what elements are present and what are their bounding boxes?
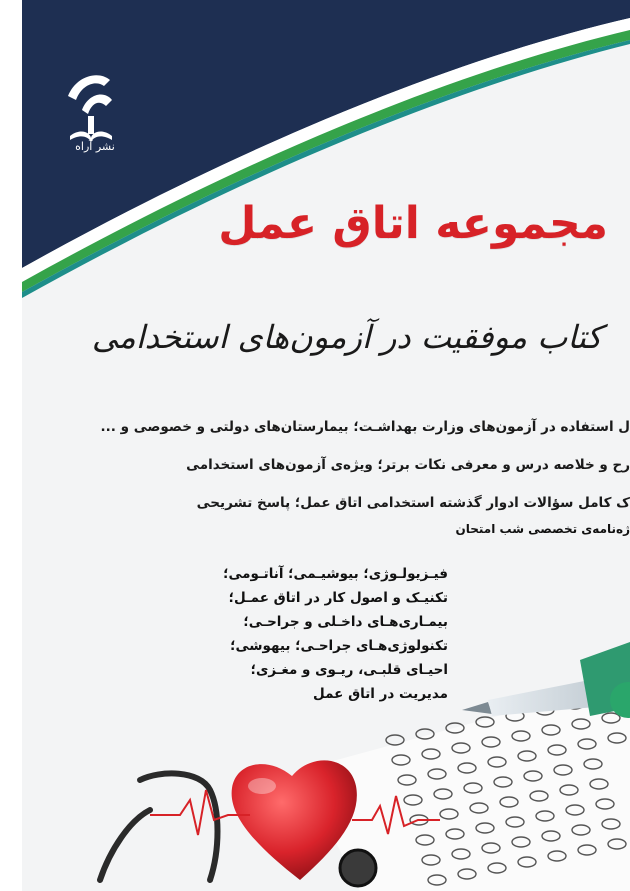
feature-line: ک کامل سؤالات ادوار گذشته استخدامی اتاق عمل؛ پاسخ تشریحی (196, 495, 630, 511)
book-title: مجموعه اتاق عمل (218, 198, 608, 249)
topic-item: فیـزیولـوژی؛ بیوشیـمی؛ آناتـومی؛ (223, 566, 448, 582)
header-band (0, 0, 630, 330)
topic-item: مدیریت در اتاق عمل (313, 686, 448, 702)
heart-icon (232, 760, 357, 880)
topic-item: احیـای قلبـی، ریـوی و مغـزی؛ (250, 662, 448, 678)
answer-bubble (386, 735, 404, 745)
topic-item: بیمـاری‌هـای داخـلی و جراحـی؛ (243, 614, 448, 630)
book-subtitle: کتاب موفقیت در آزمون‌های استخدامی (91, 318, 602, 356)
feature-list (30, 408, 630, 522)
publisher-name: نشر آراه (75, 140, 115, 153)
feature-line: ل استفاده در آزمون‌های وزارت بهداشـت؛ بیمارستان‌های دولتی و خصوصی و ... (100, 419, 630, 435)
topic-item: تکنولوژی‌هـای جراحـی؛ بیهوشی؛ (230, 638, 448, 654)
feature-line: رح و خلاصه درس و معرفی نکات برتر؛ ویژه‌ی آزمون‌های استخدامی (186, 457, 630, 473)
series-label: ژه‌نامه‌ی تخصصی شب امتحان (455, 522, 630, 536)
cover-artwork (0, 620, 630, 891)
pen-icon (462, 642, 630, 718)
topic-item: تکنیـک و اصول کار در اتاق عمـل؛ (228, 590, 448, 606)
